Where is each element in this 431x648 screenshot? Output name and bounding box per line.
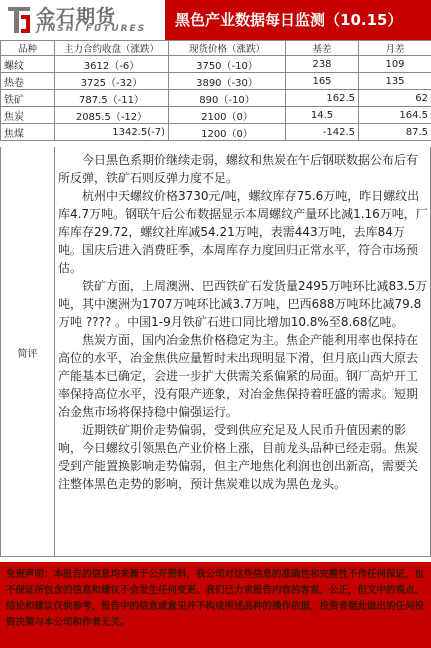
row-spot: 3890（-30） [169, 73, 286, 90]
row-name: 热卷 [1, 73, 55, 90]
row-name: 焦煤 [1, 124, 55, 141]
header-variety: 品种 [1, 41, 55, 56]
row-spot: 890（-10） [169, 90, 286, 107]
table-header-row [1, 41, 431, 56]
disclaimer-box [0, 562, 431, 648]
row-basis: -142.5 [286, 124, 359, 141]
header-spread: 月差 [359, 41, 431, 56]
review-label: 简评 [1, 147, 55, 557]
row-spread: 87.5 [359, 124, 431, 141]
table-row [1, 124, 431, 141]
review-paragraph-rebar: 杭州中天螺纹价格3730元/吨，螺纹库存75.6万吨，昨日螺纹出库4.7万吨。钢联午后公布数据显示本周螺纹产量环比减1.16万吨，厂库库存29.72，螺纹社库减54.21万吨，表需443万吨，去库84万吨。国庆后进入消费旺季，本周库存力度回归正常水平，符合市场预估。 [58, 189, 428, 275]
row-spread: 109 [359, 56, 431, 73]
table-row [1, 56, 431, 73]
logo-mark-icon [6, 5, 32, 35]
logo-english-name: JINSHI FUTURES [37, 24, 147, 34]
row-basis: 162.5 [286, 90, 359, 107]
company-logo [0, 0, 165, 40]
header-spot: 现货价格（涨跌） [169, 41, 286, 56]
row-basis: 165 [286, 73, 359, 90]
row-name: 焦炭 [1, 107, 55, 124]
row-spot: 3750（-10） [169, 56, 286, 73]
header-basis: 基差 [286, 41, 359, 56]
table-row [1, 107, 431, 124]
disclaimer-title: 免责声明： [6, 569, 54, 580]
disclaimer-text: 本报告的信息均来源于公开资料，我公司对这些信息的准确性和完整性不作任何保证，也不保证所包含的信息和建议不会发生任何变更。我们已力求报告内容的客观、公正，但文中的观点、结论和建议仅供参考，报告中的信息或意见并不构成所述品种的操作依据，投资者据此做出的任何投资决策与本公司和作者无关。 [6, 569, 425, 628]
table-row [1, 90, 431, 107]
header-close: 主力合约收盘（涨跌） [55, 41, 169, 56]
review-paragraph-iron-ore: 铁矿方面，上周澳洲、巴西铁矿石发货量2495万吨环比减83.5万吨，其中澳洲为1707万吨环比减3.7万吨，巴西688万吨环比减79.8万吨 ???? 。中国1-9月铁矿石进口同比增加10.8%至8.68亿吨。 [58, 279, 428, 329]
report-header [0, 0, 431, 40]
row-spread: 164.5 [359, 107, 431, 124]
row-basis: 14.5 [286, 107, 359, 124]
table-row [1, 73, 431, 90]
row-close: 3612（-6） [55, 56, 169, 73]
review-section [0, 147, 431, 557]
row-spread: 135 [359, 73, 431, 90]
row-close: 3725（-32） [55, 73, 169, 90]
row-spot: 2100（0） [169, 107, 286, 124]
row-spread: 62 [359, 90, 431, 107]
row-spot: 1200（0） [169, 124, 286, 141]
report-title: 黑色产业数据每日监测（10.15） [175, 11, 403, 29]
market-data-table [0, 40, 431, 141]
review-paragraph-coke: 焦炭方面，国内冶金焦价格稳定为主。焦企产能利用率也保持在高位的水平，冶金焦供应量暂时未出现明显下滑，但月底山西大原去产能基本已确定，会进一步扩大供需关系偏紧的局面。钢厂高炉开工率保持高位水平，没有限产迹象，对冶金焦保持着旺盛的需求。短期冶金焦市场将保持稳中偏强运行。 [58, 333, 419, 419]
row-basis: 238 [286, 56, 359, 73]
row-close: 787.5（-11） [55, 90, 169, 107]
review-paragraph-outlook: 近期铁矿期价走势偏弱，受到供应充足及人民币升值因素的影响，今日螺纹引领黑色产业价格上涨，目前龙头品种已经走弱。焦炭受到产能置换影响走势偏弱，但主产地焦化利润也创出新高，需要关注整体黑色走势的影响，预计焦炭难以成为黑色龙头。 [58, 423, 419, 491]
row-name: 螺纹 [1, 56, 55, 73]
review-text [58, 151, 428, 493]
row-close: 2085.5（-12） [55, 107, 169, 124]
logo-chinese-name: 金石期货 [36, 6, 117, 28]
review-paragraph-overview: 今日黑色系期价继续走弱，螺纹和焦炭在午后钢联数据公布后有所反弹，铁矿石则反弹力度不足。 [58, 153, 419, 185]
row-close: 1342.5(-7) [55, 124, 169, 141]
row-name: 铁矿 [1, 90, 55, 107]
